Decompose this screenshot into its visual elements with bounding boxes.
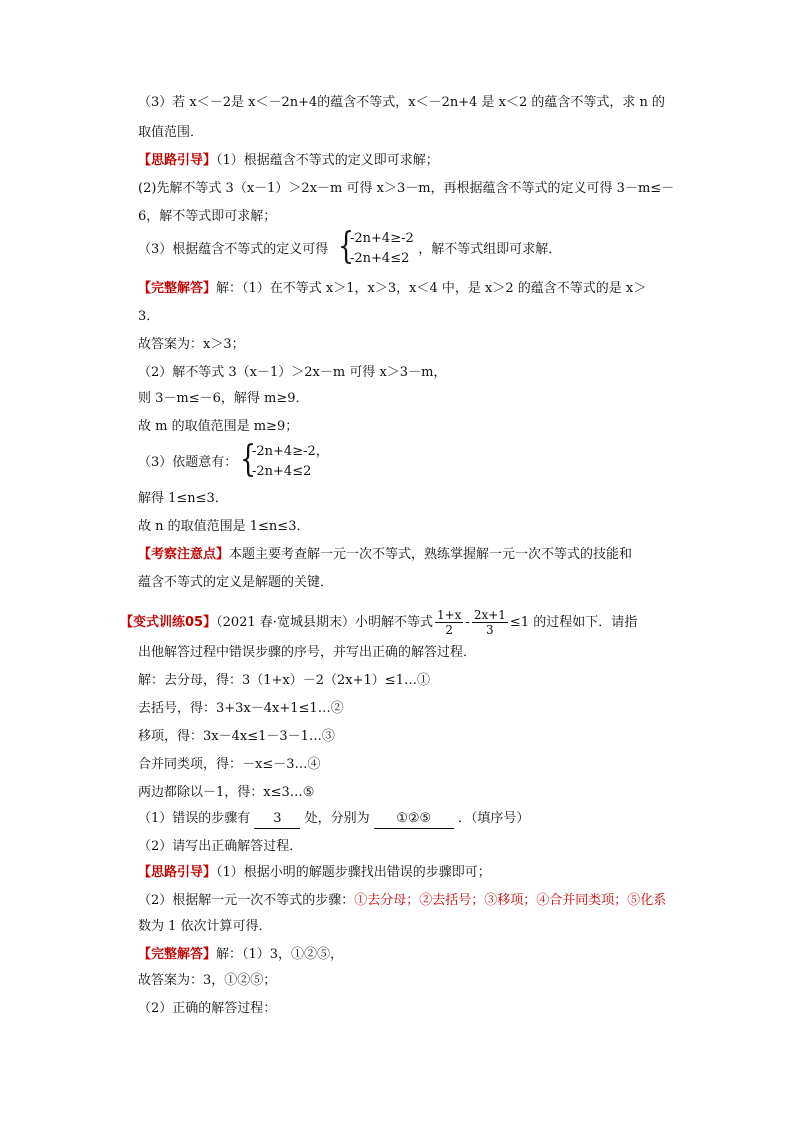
text-line: 则 3－m≤－6，解得 m≥9． — [138, 391, 309, 406]
text-span: 处，分别为 — [304, 811, 370, 826]
fraction-denominator: 3 — [486, 623, 494, 637]
text-span: （1）根据蕴含不等式的定义即可求解； — [216, 153, 439, 168]
brace-icon: { — [240, 439, 257, 480]
section-tag: 【变式训练05】 — [120, 615, 217, 630]
text-line — [120, 608, 680, 637]
text-line: 数为 1 依次计算可得． — [138, 919, 272, 934]
text-line — [138, 892, 678, 910]
section-tag: 【考察注意点】 — [138, 547, 230, 562]
system-row: -2n+4≤2 — [350, 251, 410, 266]
answer-blank: 3 — [254, 810, 300, 829]
text-span: ①去分母；②去括号；③移项；④合并同类项；⑤化系 — [354, 893, 667, 908]
text-line: 蕴含不等式的定义是解题的关键． — [138, 575, 334, 590]
text-line — [138, 946, 678, 964]
text-line: （3）若 x＜－2是 x＜－2n+4的蕴含不等式，x＜－2n+4 是 x＜2 的蕴含不等式，求 n 的 — [138, 95, 666, 110]
text-line — [138, 152, 678, 170]
text-line: (2)先解不等式 3（x－1）＞2x－m 可得 x＞3－m，再根据蕴含不等式的定义可得 3－m≤－ — [138, 181, 675, 196]
section-tag: 【完整解答】 — [138, 281, 217, 296]
section-tag: 【完整解答】 — [138, 947, 217, 962]
text-line: 解得 1≤n≤3． — [138, 491, 228, 506]
system-tail: ， — [315, 444, 329, 459]
inequality-system — [338, 226, 414, 269]
section-tag: 【思路引导】 — [138, 865, 217, 880]
text-line: （2）正确的解答过程： — [138, 1001, 277, 1016]
fraction-numerator: 1+x — [436, 608, 462, 622]
answer-blank: ①②⑤ — [374, 810, 454, 829]
text-span: （2）根据解一元一次不等式的步骤： — [138, 893, 355, 908]
text-span: ≤1 的过程如下．请指 — [509, 615, 638, 630]
minus-sign: - — [465, 615, 470, 630]
text-span: （1）错误的步骤有 — [138, 811, 251, 826]
system-row: -2n+4≥-2 — [350, 231, 414, 246]
text-line: 两边都除以－1，得：x≤3…⑤ — [138, 785, 315, 800]
text-line: 故 m 的取值范围是 m≥9； — [138, 419, 299, 434]
text-line: 取值范围． — [138, 125, 204, 140]
text-span: ，解不等式组即可求解． — [418, 242, 562, 257]
text-span: （3）根据蕴含不等式的定义可得 — [138, 242, 329, 257]
fraction-denominator: 2 — [445, 623, 453, 637]
text-line — [138, 864, 678, 882]
text-line: 出他解答过程中错误步骤的序号，并写出正确的解答过程． — [138, 645, 477, 660]
fraction — [435, 608, 463, 637]
text-line — [138, 810, 678, 829]
text-line: （2）解不等式 3（x－1）＞2x－m 可得 x＞3－m， — [138, 365, 447, 380]
text-line — [138, 454, 678, 472]
text-line: 合并同类项，得：－x≤－3…④ — [138, 757, 321, 772]
text-line: 故 n 的取值范围是 1≤n≤3． — [138, 519, 310, 534]
text-span: ．（填序号） — [457, 811, 530, 826]
system-row-text: -2n+4≥-2 — [252, 444, 316, 459]
text-line: 故答案为：x＞3； — [138, 337, 245, 352]
text-span: （3）依题意有： — [138, 455, 238, 470]
text-span: （2021 春·宽城县期末）小明解不等式 — [216, 615, 433, 630]
text-line: 故答案为：3，①②⑤； — [138, 973, 277, 988]
text-span: 本题主要考查解一元一次不等式，熟练掌握解一元一次不等式的技能和 — [229, 547, 633, 562]
fraction-numerator: 2x+1 — [473, 608, 506, 622]
section-tag: 【思路引导】 — [138, 153, 217, 168]
text-line: 去括号，得：3+3x－4x+1≤1…② — [138, 701, 344, 716]
text-line: （2）请写出正确解答过程． — [138, 839, 303, 854]
system-row: -2n+4≤2 — [252, 464, 312, 479]
system-row — [252, 442, 329, 462]
text-line: 移项，得：3x－4x≤1－3－1…③ — [138, 729, 335, 744]
text-line — [138, 280, 678, 298]
fraction — [472, 608, 508, 637]
text-line — [138, 546, 678, 564]
text-line: 解：去分母，得：3（1+x）－2（2x+1）≤1…① — [138, 673, 430, 688]
text-span: （1）根据小明的解题步骤找出错误的步骤即可； — [216, 865, 491, 880]
text-line: 6，解不等式即可求解； — [138, 209, 277, 224]
text-line: 3． — [138, 309, 160, 324]
text-span: 解：（1）在不等式 x＞1，x＞3，x＜4 中，是 x＞2 的蕴含不等式的是 x＞ — [216, 281, 647, 296]
inequality-system — [240, 439, 329, 482]
brace-icon: { — [338, 226, 355, 267]
text-span: 解：（1）3，①②⑤， — [216, 947, 344, 962]
